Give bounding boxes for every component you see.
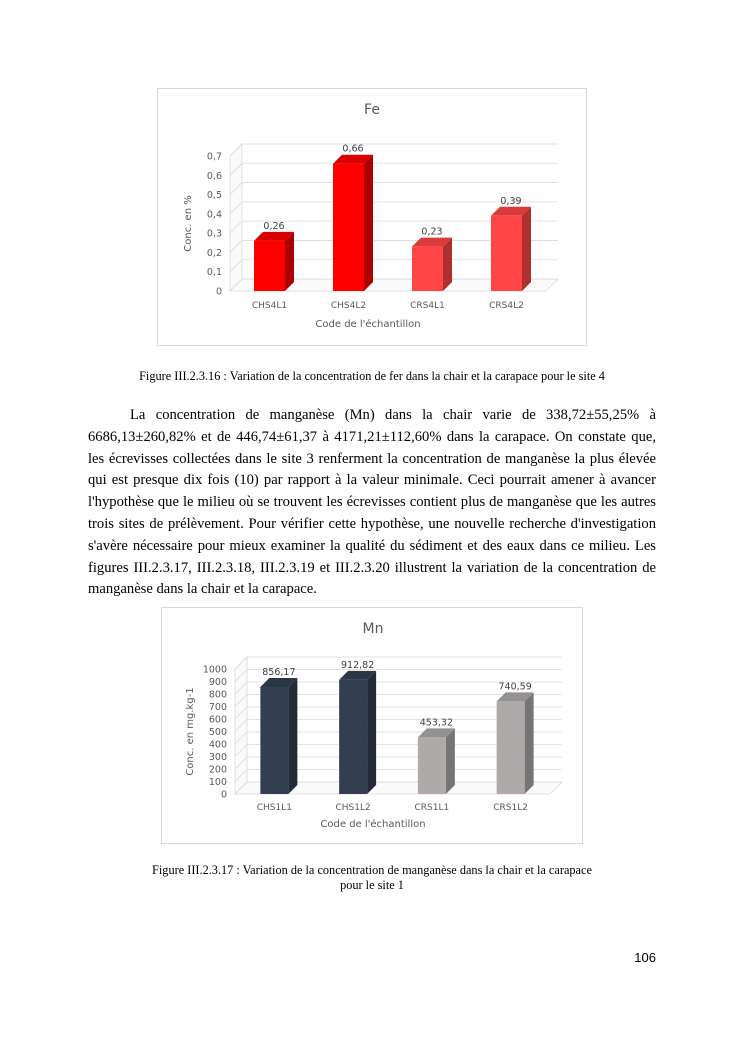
data-label: 0,39 [500, 195, 522, 207]
y-axis-label: Conc. en mg.kg-1 [185, 687, 196, 776]
category-label: CRS4L1 [410, 301, 445, 311]
category-label: CRS1L1 [414, 803, 450, 813]
figure-16-caption-text: Figure III.2.3.16 : Variation de la concentration de fer dans la chair et la carapace pour le site 4 [139, 369, 605, 383]
bar [339, 680, 367, 794]
fe-chart [158, 89, 588, 347]
body-paragraph: La concentration de manganèse (Mn) dans la chair varie de 338,72±55,25% à 6686,13±260,82% et de 446,74±61,37 à 4171,21±112,60% dans la carapace. On constate que, les écrevisses collectées dans le site 3 renferment la concentration de manganèse la plus élevée qui est presque dix fois (10) par rapport à la valeur minimale. Ceci pourrait amener à avancer l'hypothèse que le milieu où se trouvent les écrevisses contient plus de manganèse que les autres trois sites de prélèvement. Pour vérifier cette hypothèse, une nouvelle recherche d'investigation s'avère nécessaire pour mieux examiner la qualité du sédiment et des eaux dans ce milieu. Les figures III.2.3.17, III.2.3.18, III.2.3.19 et III.2.3.20 illustrent la variation de la concentration de manganèse dans la chair et la carapace. [88, 407, 656, 598]
y-tick-label: 0,3 [206, 228, 222, 240]
y-tick-label: 0,5 [206, 190, 222, 202]
figure-16-caption [88, 369, 656, 384]
figure-17-caption-line1: Figure III.2.3.17 : Variation de la concentration de manganèse dans la chair et la carapace [152, 863, 592, 877]
y-tick-label: 300 [208, 752, 227, 763]
y-tick-label: 0 [215, 286, 222, 298]
y-tick-label: 100 [208, 777, 227, 788]
bar-side [522, 207, 531, 291]
y-tick-label: 0,6 [206, 170, 222, 182]
mn-chart-frame [161, 607, 583, 844]
y-tick-label: 1000 [202, 664, 227, 676]
y-tick-label: 800 [208, 689, 227, 701]
data-label: 453,32 [419, 717, 453, 729]
y-tick-label: 0 [220, 789, 227, 801]
bar [254, 241, 285, 291]
mn-chart [162, 608, 584, 845]
y-tick-label: 0,4 [206, 209, 222, 221]
bar-side [525, 692, 534, 794]
data-label: 0,66 [342, 143, 364, 155]
chart-title: Mn [362, 621, 384, 637]
y-tick-label: 0,2 [206, 247, 222, 259]
category-label: CHS1L1 [256, 803, 292, 813]
x-axis-label: Code de l'échantillon [315, 319, 421, 330]
y-tick-label: 700 [208, 702, 227, 713]
gridline [230, 144, 558, 156]
gridline [230, 163, 558, 175]
y-axis-label: Conc. en % [183, 195, 194, 252]
bar-side [364, 155, 373, 291]
category-label: CRS1L2 [493, 803, 528, 813]
y-tick-label: 200 [208, 764, 227, 776]
bar [412, 247, 443, 291]
bar-side [288, 678, 297, 794]
figure-17-caption [88, 863, 656, 893]
chart-title: Fe [364, 102, 380, 118]
data-label: 0,23 [421, 226, 443, 238]
category-label: CHS1L2 [335, 803, 371, 813]
bar [418, 737, 446, 794]
bar-side [285, 232, 294, 291]
page-number: 106 [634, 950, 656, 965]
data-label: 740,59 [498, 681, 532, 693]
y-tick-label: 400 [208, 739, 227, 751]
y-tick-label: 500 [208, 727, 227, 738]
category-label: CHS4L1 [251, 301, 288, 311]
data-label: 0,26 [263, 220, 285, 232]
bar [333, 164, 364, 291]
bar-side [443, 238, 452, 291]
x-axis-label: Code de l'échantillon [320, 819, 426, 830]
y-tick-label: 600 [208, 714, 227, 726]
bar-side [367, 671, 376, 794]
y-tick-label: 0,7 [206, 151, 222, 163]
bar [497, 701, 525, 794]
side-wall [230, 144, 242, 291]
y-tick-label: 0,1 [206, 267, 222, 279]
bar-side [446, 728, 455, 794]
gridline [230, 183, 558, 195]
fe-chart-frame [157, 88, 587, 346]
data-label: 912,82 [341, 659, 375, 671]
y-tick-label: 900 [208, 677, 227, 688]
category-label: CRS4L2 [489, 301, 524, 311]
category-label: CHS4L2 [330, 301, 367, 311]
figure-17-caption-line2: pour le site 1 [340, 878, 404, 892]
bar [491, 216, 522, 291]
bar [260, 687, 288, 794]
data-label: 856,17 [262, 666, 296, 678]
